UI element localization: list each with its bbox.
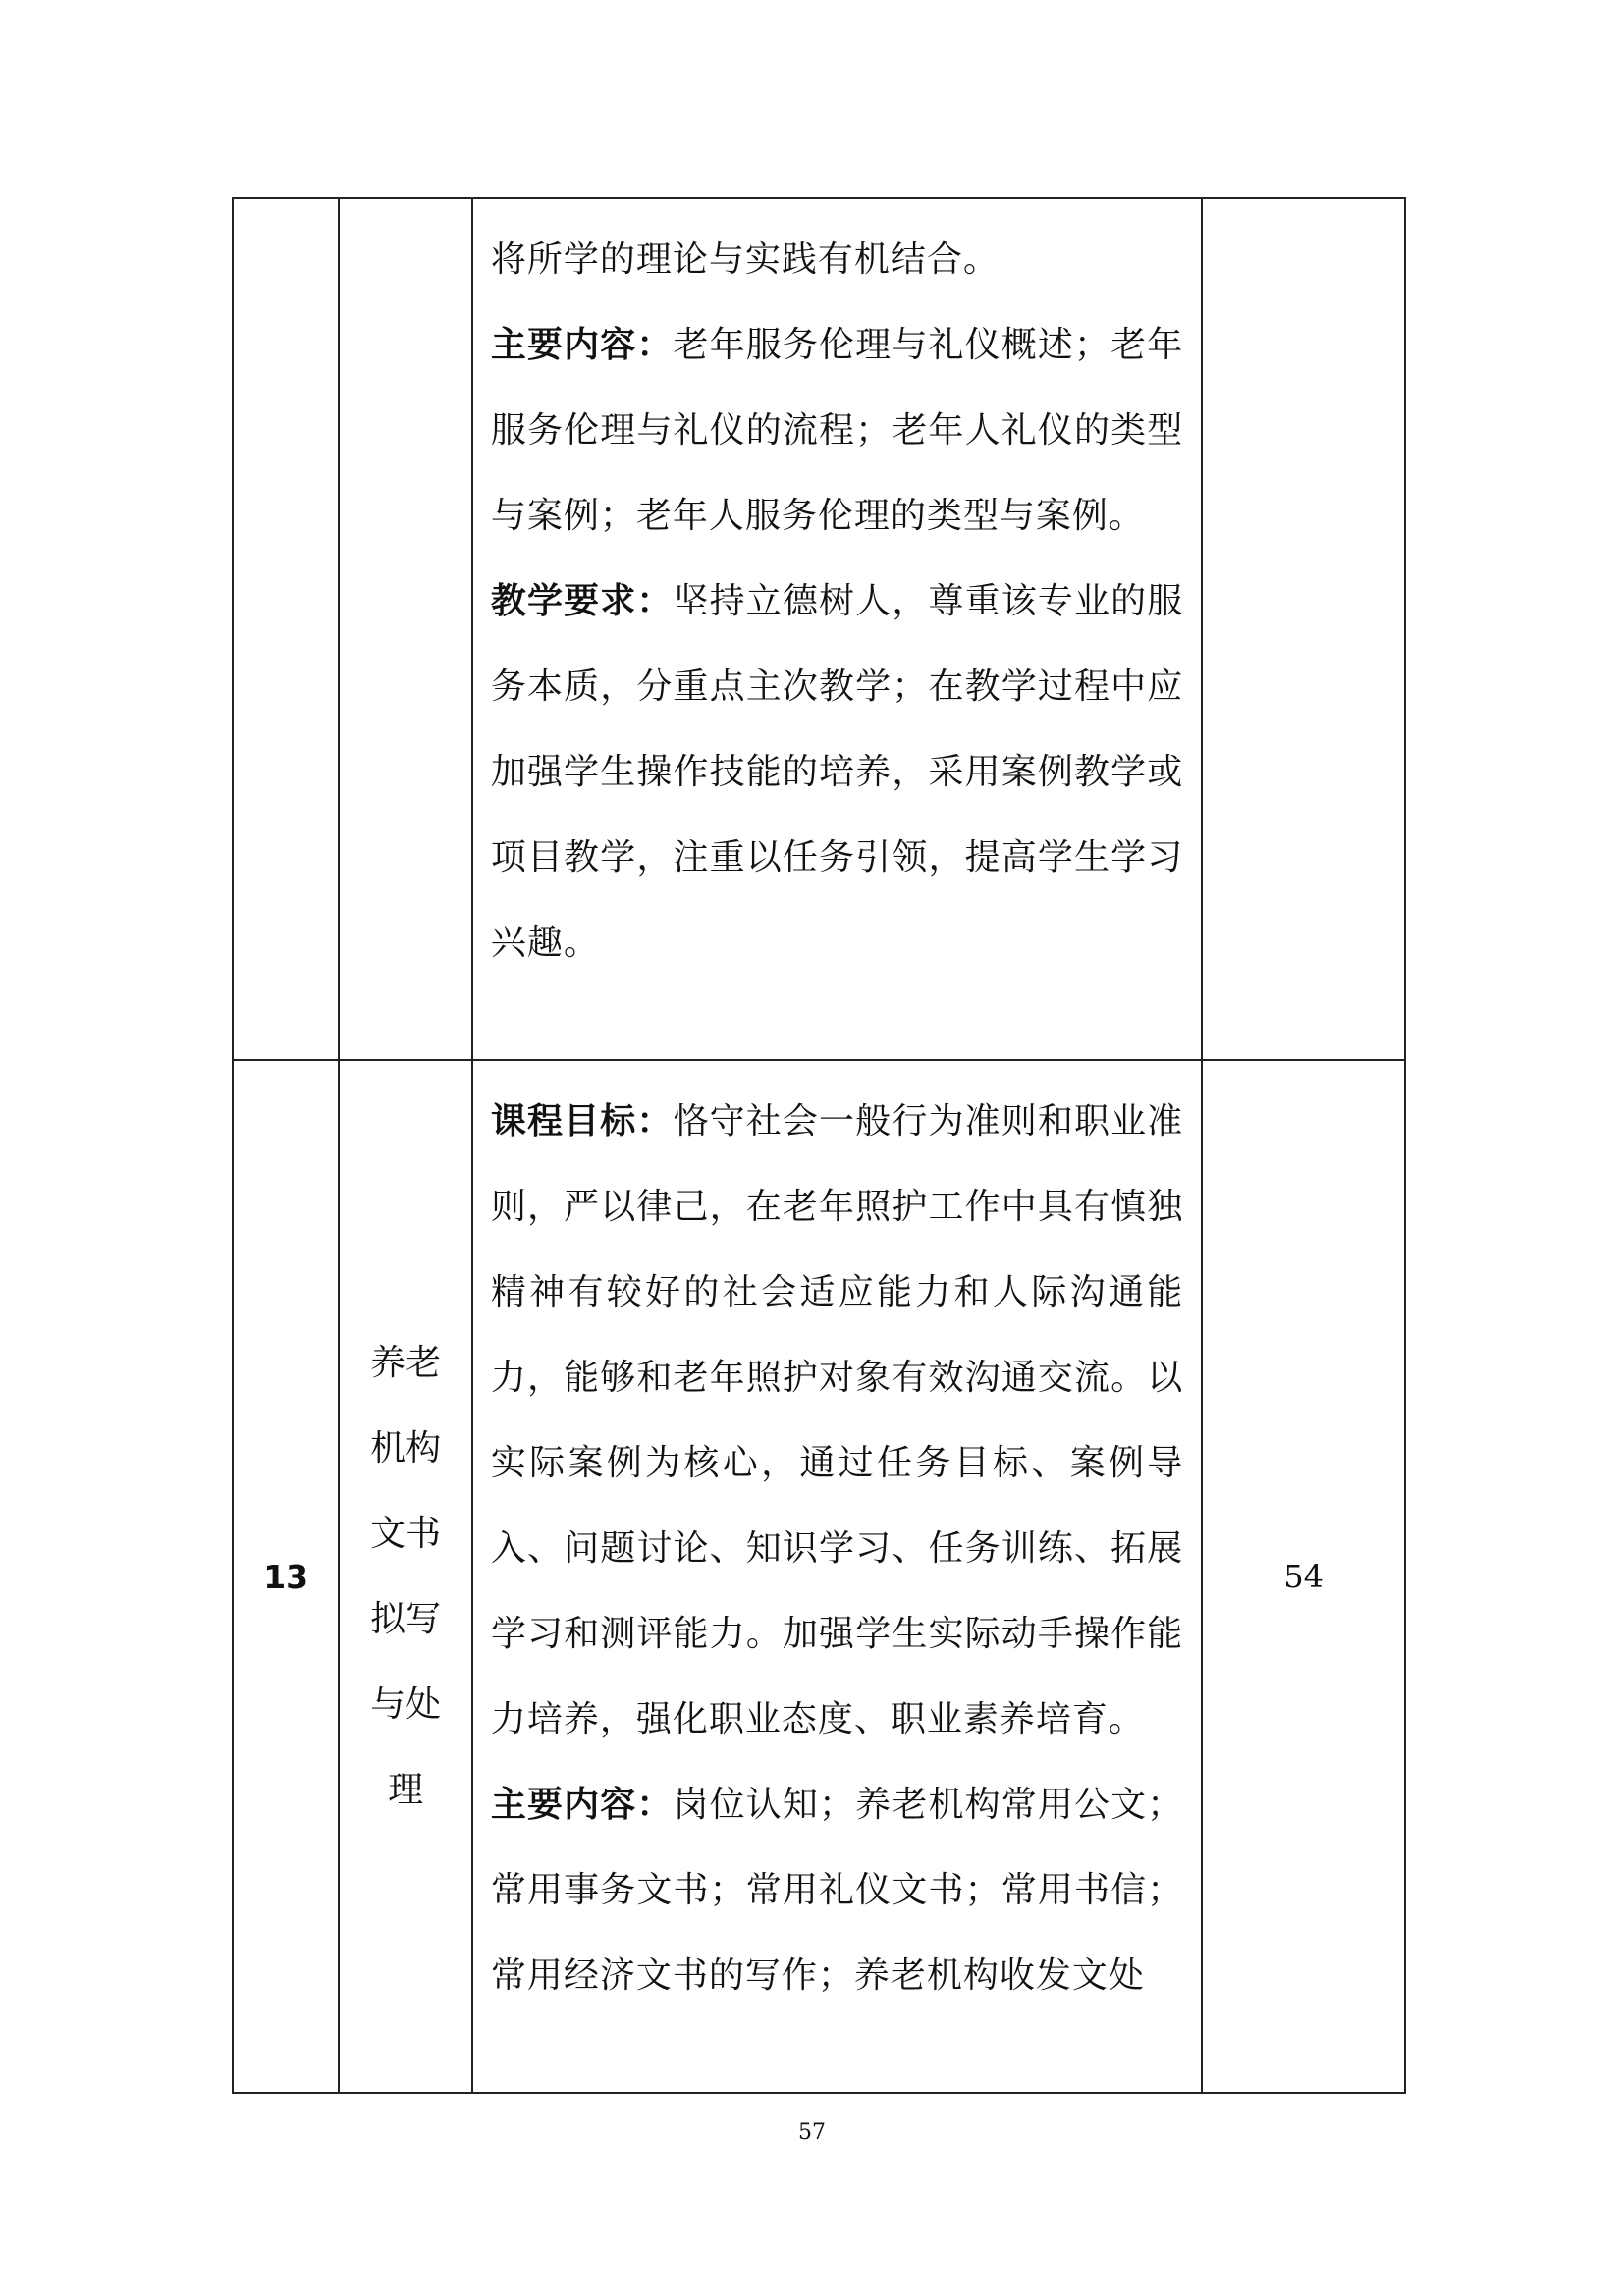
main-content-paragraph — [491, 302, 1183, 559]
course-name-line: 理 — [388, 1770, 424, 1810]
course-content-cell — [472, 198, 1202, 1060]
course-goal-paragraph — [491, 1079, 1183, 1762]
course-name-line: 拟写 — [370, 1599, 442, 1639]
course-goal-label: 课程目标： — [490, 1101, 674, 1142]
course-name-line: 养老 — [370, 1343, 442, 1383]
main-content-label: 主要内容： — [490, 325, 674, 365]
course-goal-text: 恪守社会一般行为准则和职业准则，严以律己，在老年照护工作中具有慎独精神有较好的社会适应能力和人际沟通能力，能够和老年照护对象有效沟通交流。以实际案例为核心，通过任务目标、案例导入、问题讨论、知识学习、任务训练、拓展学习和测评能力。加强学生实际动手操作能力培养，强化职业态度、职业素养培育。 — [490, 1101, 1184, 1739]
course-content-cell — [472, 1060, 1202, 2093]
table-row — [233, 198, 1405, 1060]
table-row — [233, 1060, 1405, 2093]
course-name-line: 与处 — [370, 1684, 442, 1725]
teaching-requirements-text: 坚持立德树人，尊重该专业的服务本质，分重点主次教学；在教学过程中应加强学生操作技能的培养，采用案例教学或项目教学，注重以任务引领，提高学生学习兴趣。 — [490, 581, 1184, 963]
course-hours-cell: 54 — [1202, 1060, 1405, 2093]
course-name-cell — [339, 1060, 471, 2093]
main-content-paragraph — [491, 1762, 1183, 2018]
course-number-cell: 13 — [233, 1060, 339, 2093]
main-content-label: 主要内容： — [490, 1785, 674, 1825]
course-table — [232, 197, 1406, 2094]
teaching-requirements-label: 教学要求： — [490, 581, 674, 621]
course-name-line: 机构 — [370, 1428, 442, 1468]
teaching-requirements-paragraph — [491, 559, 1183, 986]
course-hours-cell — [1202, 198, 1405, 1060]
course-name-cell — [339, 198, 471, 1060]
course-number-cell — [233, 198, 339, 1060]
main-content-text: 老年服务伦理与礼仪概述；老年服务伦理与礼仪的流程；老年人礼仪的类型与案例；老年人服务伦理的类型与案例。 — [490, 325, 1184, 536]
course-name-line: 文书 — [370, 1514, 442, 1554]
continued-text: 将所学的理论与实践有机结合。 — [490, 240, 1000, 280]
page-number: 57 — [798, 2120, 826, 2145]
main-content-text: 岗位认知；养老机构常用公文；常用事务文书；常用礼仪文书；常用书信；常用经济文书的写作；养老机构收发文处 — [490, 1785, 1184, 1996]
